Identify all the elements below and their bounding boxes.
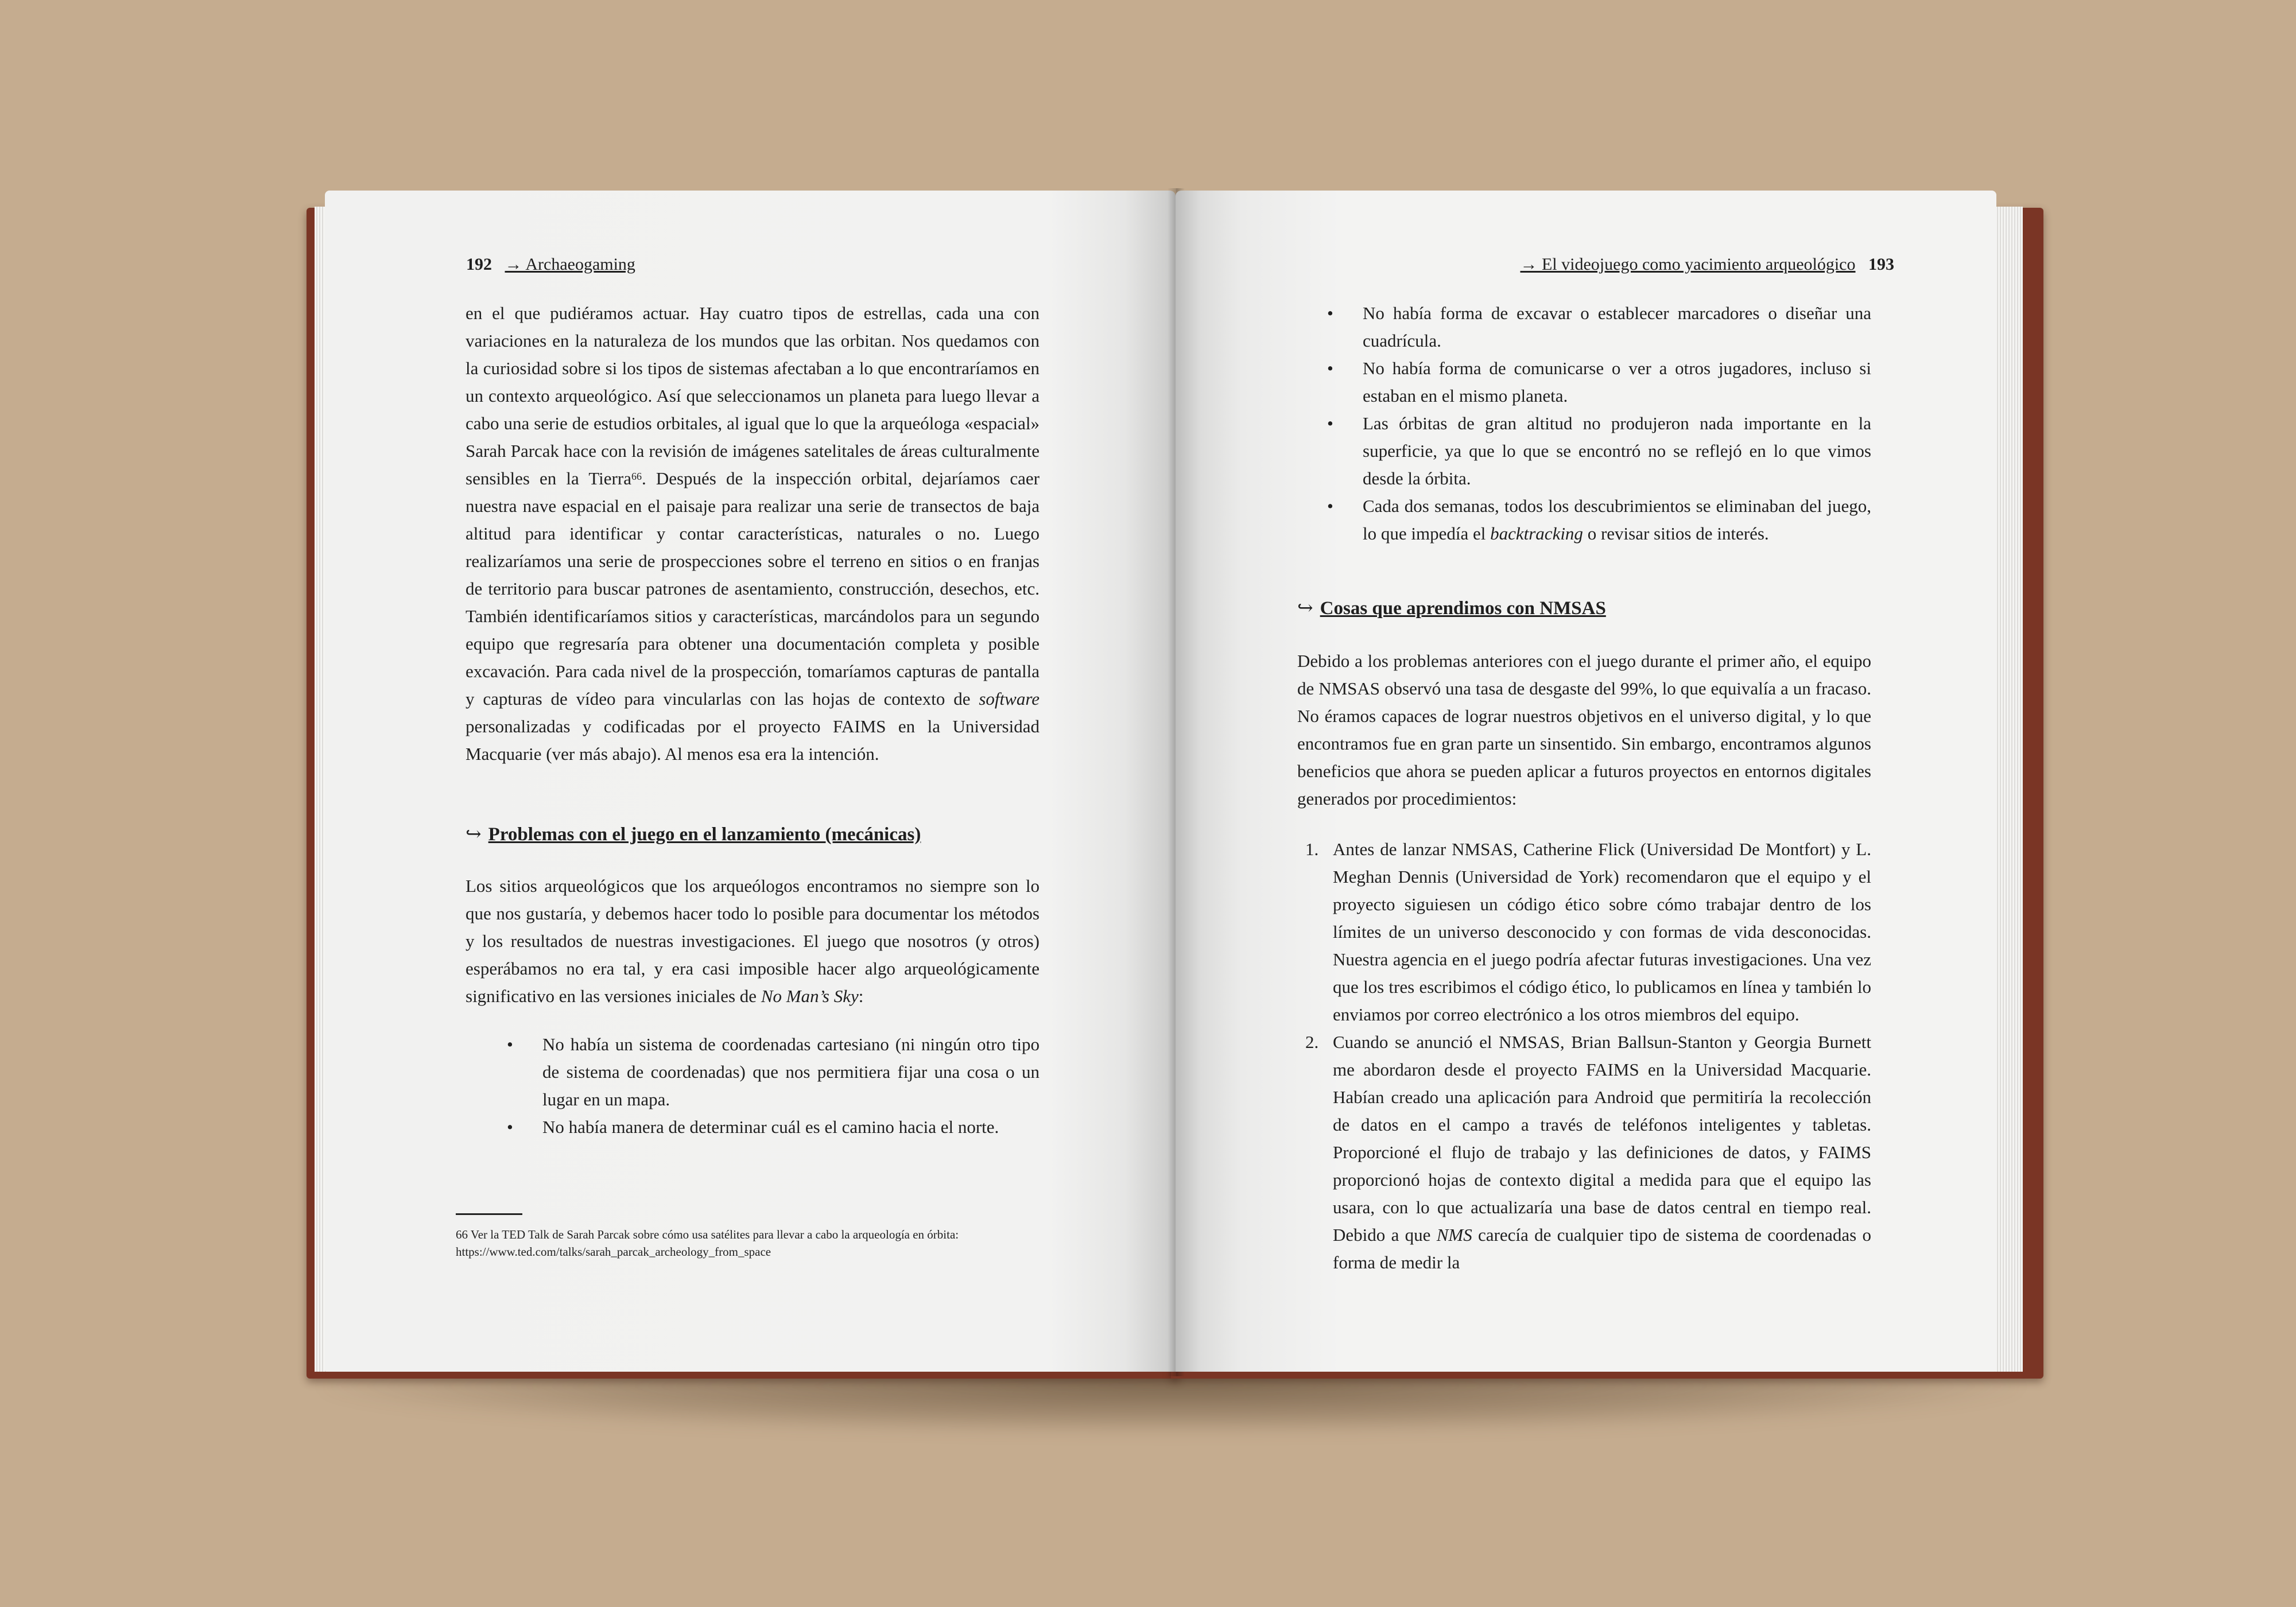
text-span: . Después de la inspección orbital, dejaríamos caer nuestra nave espacial en el paisaje para realizar una serie de transectos de baja altitud para identificar y contar características, naturales o no. Luego realizaríamos una serie de prospecciones sobre el terreno en sitios o en franjas de territorio para buscar patrones de asentamiento, construcción, desechos, etc. También identificaríamos sitios y características, marcándolos para un segundo equipo que regresaría para obtener una documentación completa y posible excavación. Para cada nivel de la prospección, tomaríamos capturas de pantalla y capturas de vídeo para vincularlas con las hojas de contexto de [466,468,1040,709]
numbered-item [1297,1028,1871,1276]
left-page-body [466,300,1040,1141]
text-span: personalizadas y codificadas por el proyecto FAIMS en la Universidad Macquarie (ver más abajo). Al menos esa era la intención. [466,716,1040,764]
running-head-title: → Archaeogaming [505,255,635,274]
section-heading-text: Cosas que aprendimos con NMSAS [1320,598,1606,619]
italic-title: NMS [1436,1225,1472,1245]
item-number: 1. [1305,839,1319,859]
text-span: Antes de lanzar NMSAS, Catherine Flick (Universidad De Montfort) y L. Meghan Dennis (Universidad de York) recomendaron que el equipo y el proyecto siguiesen un código ético sobre cómo trabajar dentro de los límites de un universo desconocido y con formas de vida desconocidas. Nuestra agencia en el juego podría afectar futuras investigaciones. Una vez que los tres escribimos el código ético, lo publicamos en línea y también lo enviamos por correo electrónico a los otros miembros del equipo. [1333,839,1871,1024]
text-span: en el que pudiéramos actuar. Hay cuatro tipos de estrellas, cada una con variaciones en la naturaleza de los mundos que las orbitan. Nos quedamos con la curiosidad sobre si los tipos de sistemas afectaban a lo que encontraríamos en un contexto arqueológico. Así que seleccionamos un planeta para luego llevar a cabo una serie de estudios orbitales, al igual que lo que la arqueóloga «espacial» Sarah Parcak hace con la revisión de imágenes satelitales de áreas culturalmente sensibles en la Tierra [466,303,1040,488]
italic-term: backtracking [1490,523,1583,544]
bullet-item: • No había forma de comunicarse o ver a otros jugadores, incluso si estaban en el mismo planeta. [1327,355,1871,410]
bullet-item: • No había manera de determinar cuál es el camino hacia el norte. [507,1113,1040,1141]
item-number: 2. [1305,1032,1319,1052]
footnote: 66 Ver la TED Talk de Sarah Parcak sobre cómo usa satélites para llevar a cabo la arqueología en órbita: https://www.ted.com/talks/sarah_parcak_archeology_from_space [456,1228,959,1259]
running-head-title: → El videojuego como yacimiento arqueológico [1520,255,1856,274]
text-span: Los sitios arqueológicos que los arqueólogos encontramos no siempre son lo que nos gustaría, y debemos hacer todo lo posible para documentar los métodos y los resultados de nuestras investigaciones. El juego que nosotros (y otros) esperábamos no era tal, y era casi imposible hacer algo arqueológicamente significativo en las versiones iniciales de [466,876,1040,1006]
bullet-item: • Las órbitas de gran altitud no produjeron nada importante en la superficie, ya que lo que se encontró no se reflejó en lo que vimos desde la órbita. [1327,410,1871,492]
running-header-left [466,255,635,274]
paragraph: Debido a los problemas anteriores con el juego durante el primer año, el equipo de NMSAS observó una tasa de desgaste del 99%, lo que equivalía a un fracaso. No éramos capaces de lograr nuestros objetivos en el universo digital, y lo que encontramos fue en gran parte un sinsentido. Sin embargo, encontramos algunos beneficios que ahora se pueden aplicar a futuros proyectos en entornos digitales generados por procedimientos: [1297,651,1871,809]
italic-term: software [979,689,1040,709]
right-page [1176,191,1996,1372]
bullet-list [1327,300,1871,548]
text-span: : [858,986,864,1006]
text-span: Cada dos semanas, todos los descubrimientos se eliminaban del juego, lo que impedía el [1363,496,1871,544]
paragraph [466,872,1040,1010]
numbered-list [1297,836,1871,1276]
section-heading [466,821,1040,848]
section-heading-text: Problemas con el juego en el lanzamiento (mecánicas) [488,824,921,845]
text-span: o revisar sitios de interés. [1583,523,1769,544]
bullet-item: • No había un sistema de coordenadas cartesiano (ni ningún otro tipo de sistema de coordenadas) que nos permitiera fijar una cosa o un lugar en un mapa. [507,1031,1040,1113]
bullet-list [507,1031,1040,1141]
paragraph [466,300,1040,768]
hook-arrow-icon: ↪ [466,824,482,845]
section-heading [1297,595,1871,622]
page-number: 193 [1868,255,1894,274]
text-span: carecía de cualquier tipo de sistema de coordenadas o forma de medir la [1333,1225,1871,1272]
italic-title: No Man’s Sky [761,986,859,1006]
hook-arrow-icon: ↪ [1297,598,1313,619]
numbered-item [1297,836,1871,1028]
running-header-right [1520,255,1894,274]
footnote-reference: 66 [631,471,642,482]
footnote-rule [456,1213,522,1215]
left-page [325,191,1176,1372]
bullet-item [1327,492,1871,548]
bullet-item: • No había forma de excavar o establecer marcadores o diseñar una cuadrícula. [1327,300,1871,355]
page-number: 192 [466,255,492,274]
text-span: Cuando se anunció el NMSAS, Brian Ballsun-Stanton y Georgia Burnett me abordaron desde el proyecto FAIMS en la Universidad Macquarie. Habían creado una aplicación para Android que permitiría la recolección de datos en el campo a través de teléfonos inteligentes y tabletas. Proporcioné el flujo de trabajo y las definiciones de datos, y FAIMS proporcionó hojas de contexto digital a medida para que el equipo las usara, con lo que actualizaría una base de datos central en tiempo real. Debido a que [1333,1032,1871,1245]
right-page-body [1297,300,1871,1276]
